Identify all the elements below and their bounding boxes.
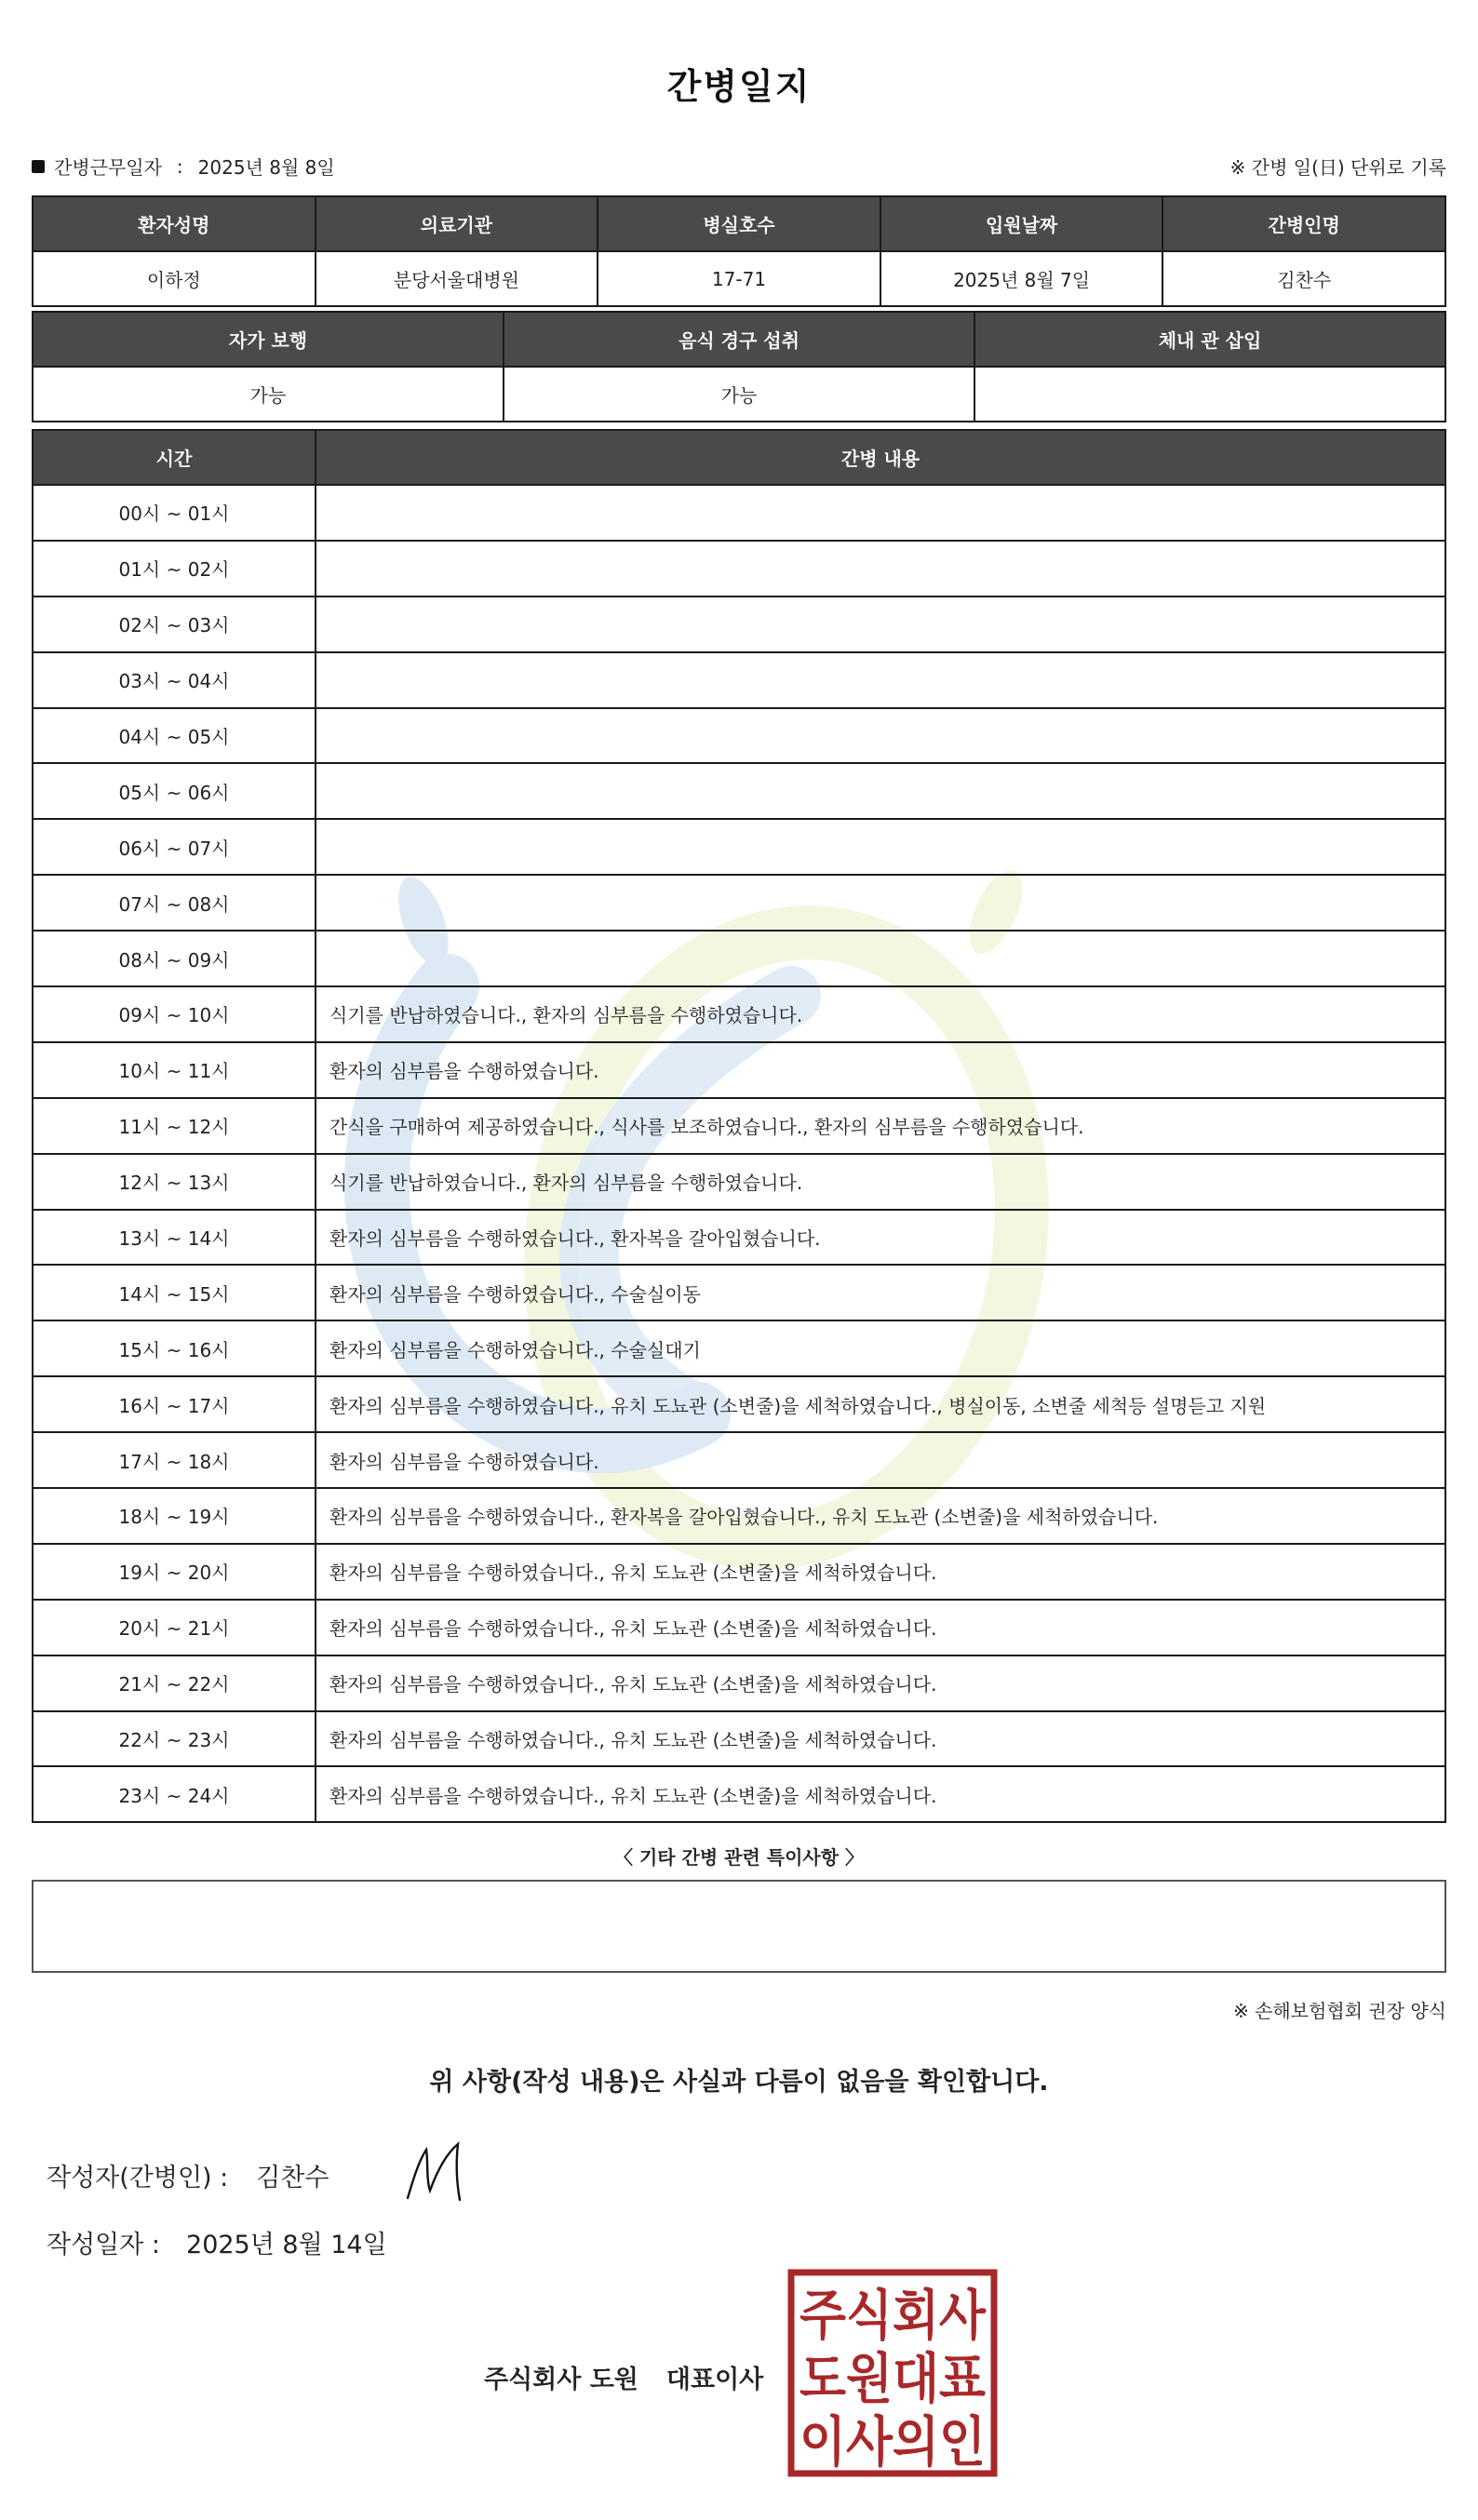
table-row [33,763,1445,819]
time-cell: 07시 ~ 08시 [33,875,316,931]
header-admit-date: 입원날짜 [880,196,1163,251]
svg-text:도원대표: 도원대표 [799,2347,986,2410]
page-title: 간병일지 [666,66,812,107]
table-row [33,1210,1445,1266]
table-row [33,1265,1445,1320]
company-line [484,2359,763,2395]
table-row [33,1766,1445,1822]
table-row [33,1376,1445,1432]
written-date-line [47,2224,387,2260]
time-cell: 10시 ~ 11시 [33,1042,316,1098]
signature-icon [400,2133,484,2207]
hospital: 분당서울대병원 [316,251,598,306]
table-row [33,1432,1445,1488]
table-row [33,652,1445,708]
header-room: 병실호수 [598,196,880,251]
time-cell: 17시 ~ 18시 [33,1432,316,1488]
table-row [33,596,1445,652]
status-table [32,311,1446,422]
care-content-cell: 환자의 심부름을 수행하였습니다., 환자복을 갈아입혔습니다. [316,1210,1445,1266]
room-number: 17-71 [598,251,880,306]
care-content-cell: 환자의 심부름을 수행하였습니다., 환자복을 갈아입혔습니다., 유치 도뇨관 (소변줄)을 세척하였습니다. [316,1488,1445,1544]
time-cell: 01시 ~ 02시 [33,541,316,596]
form-note: ※ 손해보험협회 권장 양식 [1232,2000,1446,2022]
header-caregiver: 간병인명 [1162,196,1445,251]
caregiver-name: 김찬수 [1162,251,1445,306]
time-cell: 11시 ~ 12시 [33,1098,316,1154]
care-log-table [32,429,1446,1823]
svg-text:주식회사: 주식회사 [799,2284,987,2347]
patient-name: 이하정 [33,251,316,306]
work-date-value: 2025년 8월 8일 [197,156,335,179]
care-content-cell: 환자의 심부름을 수행하였습니다., 유치 도뇨관 (소변줄)을 세척하였습니다. [316,1766,1445,1822]
writer-line [47,2157,329,2193]
header-hospital: 의료기관 [316,196,598,251]
time-cell: 15시 ~ 16시 [33,1320,316,1376]
walking-value: 가능 [33,367,504,422]
care-content-cell: 환자의 심부름을 수행하였습니다., 유치 도뇨관 (소변줄)을 세척하였습니다., 병실이동, 소변줄 세척등 설명듣고 지원 [316,1376,1445,1432]
time-cell: 04시 ~ 05시 [33,708,316,764]
work-date [32,153,335,180]
header-tube: 체내 관 삽입 [974,312,1445,367]
writer-name: 김찬수 [256,2164,329,2192]
header-patient-name: 환자성명 [33,196,316,251]
care-content-cell: 환자의 심부름을 수행하였습니다. [316,1432,1445,1488]
bullet-square-icon [32,160,45,173]
table-row [33,1488,1445,1544]
time-cell: 06시 ~ 07시 [33,819,316,875]
table-row [33,1154,1445,1210]
table-row [33,875,1445,931]
time-cell: 16시 ~ 17시 [33,1376,316,1432]
table-row [33,1320,1445,1376]
table-row [33,931,1445,986]
care-content-cell [316,875,1445,931]
header-care-content: 간병 내용 [316,430,1445,485]
company-seal-icon [787,2269,998,2477]
special-notes-box [32,1880,1446,1973]
care-content-cell [316,541,1445,596]
special-notes-title: 〈 기타 간병 관련 특이사항 〉 [613,1846,864,1869]
care-content-cell: 환자의 심부름을 수행하였습니다., 수술실이동 [316,1265,1445,1320]
time-cell: 22시 ~ 23시 [33,1711,316,1767]
patient-info-table [32,195,1446,307]
table-row [33,708,1445,764]
table-row [33,1098,1445,1154]
time-cell: 20시 ~ 21시 [33,1600,316,1655]
written-date-label: 작성일자 : [47,2231,161,2259]
work-date-label: 간병근무일자 [54,156,162,179]
writer-label: 작성자(간병인) : [47,2164,229,2192]
care-content-cell: 환자의 심부름을 수행하였습니다., 유치 도뇨관 (소변줄)을 세척하였습니다. [316,1544,1445,1600]
company-name: 주식회사 도원 [484,2366,638,2394]
care-content-cell: 환자의 심부름을 수행하였습니다., 수술실대기 [316,1320,1445,1376]
header-oral-intake: 음식 경구 섭취 [504,312,974,367]
time-cell: 19시 ~ 20시 [33,1544,316,1600]
ceo-title: 대표이사 [665,2366,764,2394]
table-row [33,1042,1445,1098]
table-row [33,485,1445,541]
time-cell: 14시 ~ 15시 [33,1265,316,1320]
care-content-cell: 환자의 심부름을 수행하였습니다., 유치 도뇨관 (소변줄)을 세척하였습니다. [316,1655,1445,1711]
time-cell: 18시 ~ 19시 [33,1488,316,1544]
admit-date: 2025년 8월 7일 [880,251,1163,306]
care-content-cell [316,931,1445,986]
time-cell: 13시 ~ 14시 [33,1210,316,1266]
time-cell: 05시 ~ 06시 [33,763,316,819]
time-cell: 03시 ~ 04시 [33,652,316,708]
care-content-cell [316,819,1445,875]
table-row [33,986,1445,1042]
care-content-cell: 환자의 심부름을 수행하였습니다., 유치 도뇨관 (소변줄)을 세척하였습니다. [316,1600,1445,1655]
time-cell: 02시 ~ 03시 [33,596,316,652]
confirmation-statement: 위 사항(작성 내용)은 사실과 다름이 없음을 확인합니다. [429,2068,1049,2097]
time-cell: 00시 ~ 01시 [33,485,316,541]
table-row [33,541,1445,596]
table-row [33,1544,1445,1600]
care-content-cell [316,652,1445,708]
header-walking: 자가 보행 [33,312,504,367]
header-time: 시간 [33,430,316,485]
time-cell: 12시 ~ 13시 [33,1154,316,1210]
unit-note: ※ 간병 일(日) 단위로 기록 [1229,156,1446,179]
care-content-cell: 식기를 반납하였습니다., 환자의 심부름을 수행하였습니다. [316,1154,1445,1210]
time-cell: 21시 ~ 22시 [33,1655,316,1711]
oral-intake-value: 가능 [504,367,974,422]
table-row [33,1655,1445,1711]
care-content-cell: 환자의 심부름을 수행하였습니다., 유치 도뇨관 (소변줄)을 세척하였습니다. [316,1711,1445,1767]
work-date-separator: : [176,154,183,178]
care-content-cell [316,596,1445,652]
tube-value [974,367,1445,422]
table-row [33,819,1445,875]
written-date-value: 2025년 8월 14일 [186,2231,387,2259]
svg-text:이사의인: 이사의인 [799,2410,986,2473]
care-content-cell [316,485,1445,541]
care-content-cell: 간식을 구매하여 제공하였습니다., 식사를 보조하였습니다., 환자의 심부름을 수행하였습니다. [316,1098,1445,1154]
care-content-cell [316,708,1445,764]
time-cell: 09시 ~ 10시 [33,986,316,1042]
care-content-cell: 식기를 반납하였습니다., 환자의 심부름을 수행하였습니다. [316,986,1445,1042]
table-row [33,1600,1445,1655]
care-content-cell [316,763,1445,819]
care-content-cell: 환자의 심부름을 수행하였습니다. [316,1042,1445,1098]
time-cell: 23시 ~ 24시 [33,1766,316,1822]
time-cell: 08시 ~ 09시 [33,931,316,986]
table-row [33,1711,1445,1767]
